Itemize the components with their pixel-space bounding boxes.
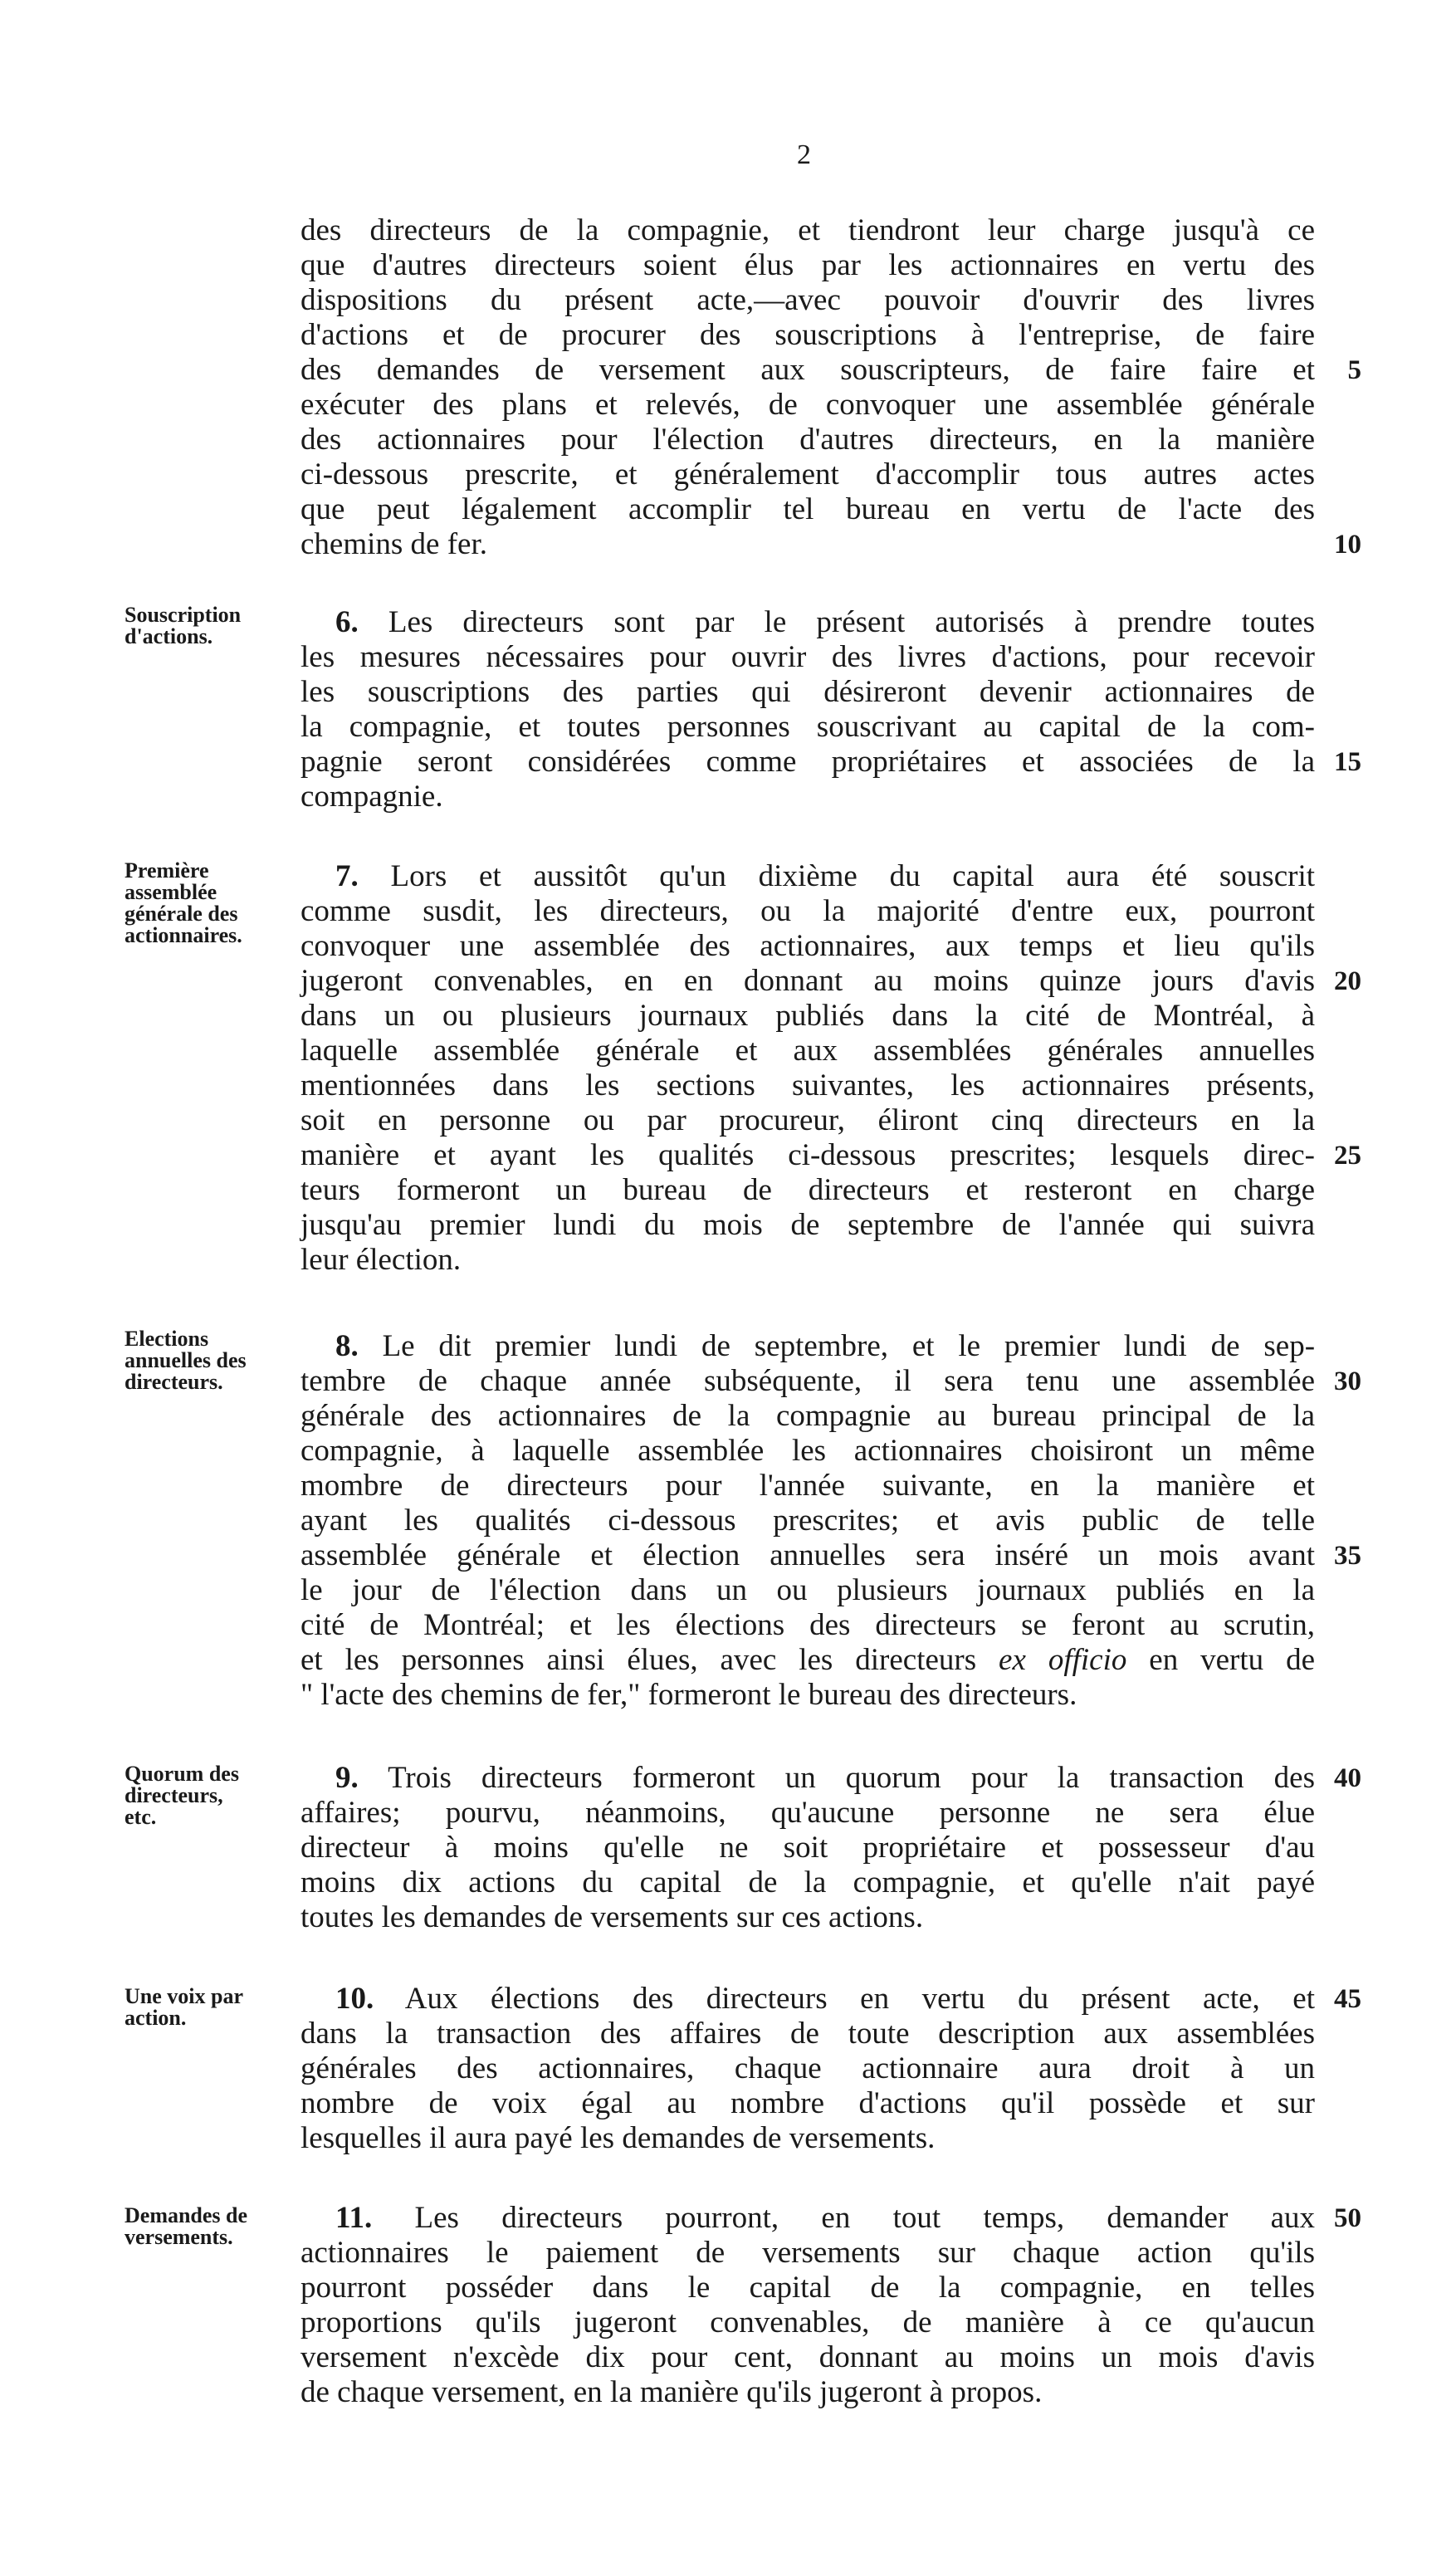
margin-note-line: action. (125, 2006, 187, 2030)
section-number: 7. (335, 859, 359, 893)
text-line: les mesures nécessaires pour ouvrir des livres d'actions, pour recevoir (300, 640, 1315, 674)
text-line: jugeront convenables, en en donnant au moins quinze jours d'avis (300, 964, 1315, 998)
margin-note-line: versements. (125, 2225, 233, 2249)
italic-phrase: ex officio (999, 1643, 1127, 1677)
margin-note-line: générale des (125, 902, 238, 926)
margin-note-quorum (125, 1763, 291, 1828)
margin-note-line: Quorum des (125, 1762, 239, 1786)
text-line: mombre de directeurs pour l'année suivante, en la manière et (300, 1469, 1315, 1503)
text-line: le jour de l'élection dans un ou plusieurs journaux publiés en la (300, 1573, 1315, 1607)
margin-note-line: d'actions. (125, 624, 213, 648)
text-line: dispositions du présent acte,—avec pouvoir d'ouvrir des livres (300, 283, 1315, 317)
text-line: manière et ayant les qualités ci-dessous prescrites; lesquels direc- (300, 1138, 1315, 1172)
section-8-first-line (335, 1328, 1315, 1365)
text-line: ayant les qualités ci-dessous prescrites; et avis public de telle (300, 1503, 1315, 1538)
text-span: Lors et aussitôt qu'un dixième du capital aura été souscrit (390, 859, 1315, 893)
margin-note-line: Demandes de (125, 2203, 248, 2227)
margin-note-line: Première (125, 858, 209, 882)
margin-note-line: directeurs, (125, 1783, 223, 1807)
text-line: tembre de chaque année subséquente, il sera tenu une assemblée (300, 1364, 1315, 1398)
text-line: laquelle assemblée générale et aux assemblées générales annuelles (300, 1034, 1315, 1068)
text-line: cité de Montréal; et les élections des directeurs se feront au scrutin, (300, 1608, 1315, 1642)
text-span: Les directeurs sont par le présent autorisés à prendre toutes (388, 605, 1316, 639)
text-line: assemblée générale et élection annuelles sera inséré un mois avant (300, 1538, 1315, 1572)
line-number: 15 (1334, 747, 1361, 777)
line-number: 25 (1334, 1141, 1361, 1171)
line-number: 35 (1334, 1541, 1361, 1571)
text-line: la compagnie, et toutes personnes souscrivant au capital de la com- (300, 710, 1315, 744)
text-line: leur élection. (300, 1243, 462, 1277)
margin-note-une-voix (125, 1986, 291, 2029)
text-span: Les directeurs pourront, en tout temps, demander aux (414, 2201, 1316, 2235)
text-line: moins dix actions du capital de la compagnie, et qu'elle n'ait payé (300, 1865, 1315, 1899)
text-line: les souscriptions des parties qui désireront devenir actionnaires de (300, 675, 1315, 709)
section-number: 11. (335, 2201, 373, 2235)
margin-note-premiere-assemblee (125, 860, 291, 946)
line-number: 10 (1334, 530, 1361, 560)
text-line: proportions qu'ils jugeront convenables, de manière à ce qu'aucun (300, 2305, 1315, 2339)
text-line: pourront posséder dans le capital de la compagnie, en telles (300, 2271, 1315, 2305)
margin-note-line: Elections (125, 1327, 209, 1351)
line-number: 30 (1334, 1367, 1361, 1396)
text-line: générales des actionnaires, chaque actionnaire aura droit à un (300, 2051, 1315, 2085)
margin-note-elections (125, 1328, 291, 1393)
text-line: directeur à moins qu'elle ne soit propriétaire et possesseur d'au (300, 1831, 1315, 1865)
text-line: compagnie. (300, 780, 443, 814)
text-line: chemins de fer. (300, 527, 487, 561)
section-11-first-line (335, 2200, 1315, 2237)
margin-note-demandes (125, 2205, 291, 2248)
section-6-first-line (335, 604, 1315, 641)
text-line: teurs formeront un bureau de directeurs et resteront en charge (300, 1173, 1315, 1207)
page-number: 2 (797, 139, 811, 170)
text-line: ci-dessous prescrite, et généralement d'accomplir tous autres actes (300, 457, 1315, 491)
text-line: lesquelles il aura payé les demandes de versements. (300, 2121, 936, 2155)
line-number: 5 (1347, 355, 1361, 385)
section-number: 10. (335, 1982, 374, 2016)
text-line: " l'acte des chemins de fer," formeront le bureau des directeurs. (300, 1678, 1077, 1712)
text-line: soit en personne ou par procureur, éliront cinq directeurs en la (300, 1103, 1315, 1137)
text-line: d'actions et de procurer des souscriptions à l'entreprise, de faire (300, 318, 1315, 352)
text-line: dans un ou plusieurs journaux publiés dans la cité de Montréal, à (300, 999, 1315, 1033)
text-line: de chaque versement, en la manière qu'ils jugeront à propos. (300, 2375, 1043, 2409)
line-number: 50 (1334, 2203, 1361, 2233)
text-line: exécuter des plans et relevés, de convoquer une assemblée générale (300, 388, 1315, 422)
text-line: affaires; pourvu, néanmoins, qu'aucune personne ne sera élue (300, 1796, 1315, 1830)
text-span: en vertu de (1149, 1643, 1315, 1677)
text-span: Trois directeurs formeront un quorum pour la transaction des (388, 1761, 1315, 1795)
text-line-with-italic (300, 1642, 1315, 1679)
text-line: jusqu'au premier lundi du mois de septembre de l'année qui suivra (300, 1208, 1315, 1242)
line-number: 20 (1334, 966, 1361, 996)
line-number: 45 (1334, 1984, 1361, 2014)
line-number: 40 (1334, 1763, 1361, 1793)
section-7-first-line (335, 858, 1315, 895)
text-span: Aux élections des directeurs en vertu du présent acte, et (404, 1982, 1315, 2016)
margin-note-line: actionnaires. (125, 923, 242, 947)
section-number: 8. (335, 1329, 359, 1363)
text-span: et les personnes ainsi élues, avec les directeurs (300, 1643, 977, 1677)
text-line: actionnaires le paiement de versements sur chaque action qu'ils (300, 2236, 1315, 2270)
text-line: versement n'excède dix pour cent, donnant au moins un mois d'avis (300, 2340, 1315, 2374)
text-line: mentionnées dans les sections suivantes, les actionnaires présents, (300, 1068, 1315, 1102)
text-line: des directeurs de la compagnie, et tiendront leur charge jusqu'à ce (300, 213, 1315, 247)
text-line: compagnie, à laquelle assemblée les actionnaires choisiront un même (300, 1434, 1315, 1468)
text-line: que d'autres directeurs soient élus par les actionnaires en vertu des (300, 248, 1315, 282)
margin-note-line: etc. (125, 1805, 157, 1829)
text-line: toutes les demandes de versements sur ces actions. (300, 1900, 924, 1934)
margin-note-line: assemblée (125, 880, 217, 904)
text-line: que peut légalement accomplir tel bureau en vertu de l'acte des (300, 492, 1315, 526)
text-span: Le dit premier lundi de septembre, et le premier lundi de sep- (382, 1329, 1316, 1363)
text-line: des demandes de versement aux souscripteurs, de faire faire et (300, 353, 1315, 387)
text-line: dans la transaction des affaires de toute description aux assemblées (300, 2017, 1315, 2051)
text-line: des actionnaires pour l'élection d'autres directeurs, en la manière (300, 423, 1315, 457)
text-line: convoquer une assemblée des actionnaires, aux temps et lieu qu'ils (300, 929, 1315, 963)
section-9-first-line (335, 1760, 1315, 1797)
section-number: 6. (335, 605, 359, 639)
text-line: comme susdit, les directeurs, ou la majorité d'entre eux, pourront (300, 894, 1315, 928)
margin-note-souscription (125, 604, 291, 648)
margin-note-line: Souscription (125, 603, 242, 627)
margin-note-line: directeurs. (125, 1370, 223, 1394)
section-10-first-line (335, 1981, 1315, 2017)
text-line: pagnie seront considérées comme propriétaires et associées de la (300, 745, 1315, 779)
text-line: générale des actionnaires de la compagnie au bureau principal de la (300, 1399, 1315, 1433)
section-number: 9. (335, 1761, 359, 1795)
margin-note-line: Une voix par (125, 1984, 243, 2008)
text-line: nombre de voix égal au nombre d'actions qu'il possède et sur (300, 2086, 1315, 2120)
margin-note-line: annuelles des (125, 1348, 247, 1372)
